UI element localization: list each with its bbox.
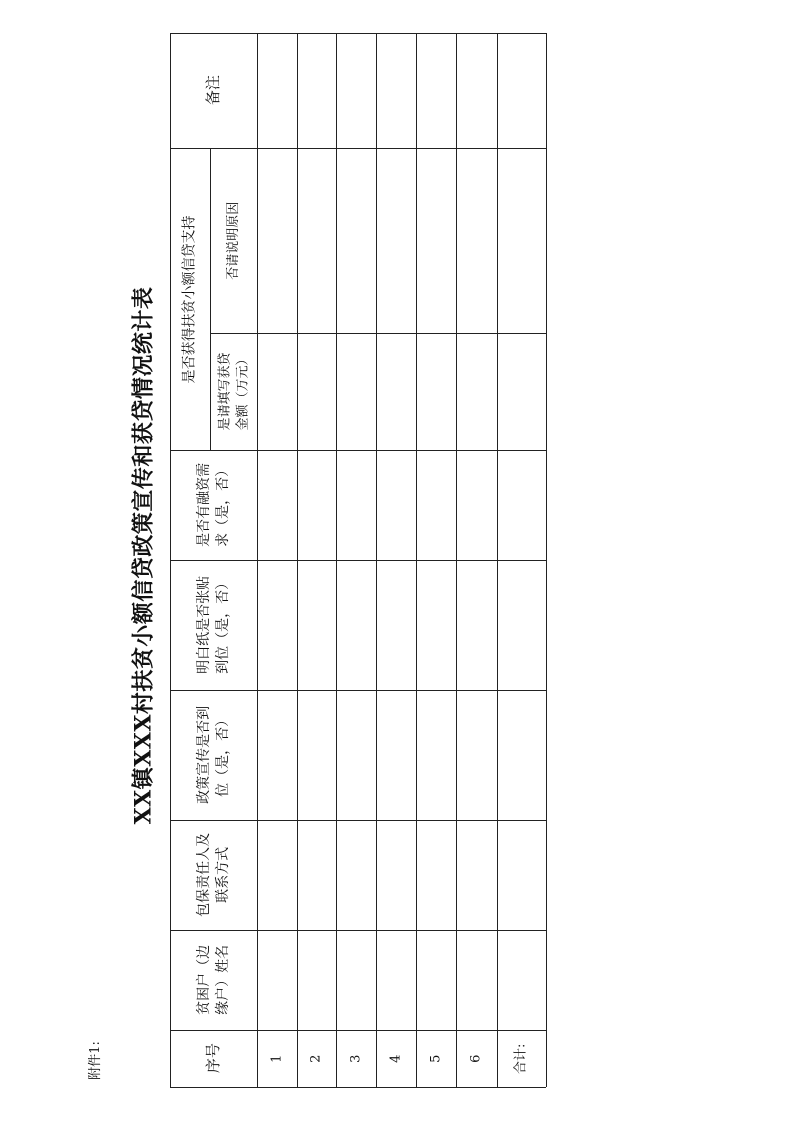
row-number-text: 1 [269,1054,285,1063]
header-paper-text: 明白纸是否张贴 到位（是，否） [195,576,231,674]
row-number [376,1030,416,1087]
row-number-text: 6 [468,1054,484,1063]
row-number-text: 3 [348,1054,364,1063]
header-loan-no [210,148,257,333]
row-number [336,1030,376,1087]
header-loan-group-text: 是否获得扶贫小额信贷支持 [181,214,198,383]
table-vline [546,33,547,1087]
row-number-text: 2 [308,1054,324,1063]
header-seq-text: 序号 [204,1043,223,1074]
row-number-text: 4 [388,1054,404,1063]
header-guarantor [170,820,257,930]
header-loan-group [170,148,210,450]
header-policy-text: 政策宣传是否到 位（是，否） [195,706,231,804]
header-paper [170,560,257,690]
header-remark [170,33,257,148]
total-label-text: 合计: [513,1043,529,1074]
header-guarantor-text: 包保责任人及 联系方式 [195,833,231,917]
header-policy [170,690,257,820]
row-number-text: 5 [428,1054,444,1063]
table-hline [170,1087,546,1088]
header-loan-yes [210,333,257,450]
annex-label-wrap [78,1030,108,1090]
header-remark-text: 备注 [204,75,223,106]
row-number [297,1030,336,1087]
row-number [257,1030,297,1087]
row-number [456,1030,497,1087]
header-name-text: 贫困户（边 缘户）姓名 [195,945,231,1015]
row-number [416,1030,456,1087]
header-seq [170,1030,257,1087]
header-need-text: 是否有融资需 求（是，否） [195,463,231,547]
header-need [170,450,257,560]
header-loan-no-text: 否请说明原因 [225,201,241,280]
total-label [497,1030,546,1087]
header-name [170,930,257,1030]
page-title: XX镇XXX村扶贫小额信贷政策宣传和获贷情况统计表 [130,286,157,824]
title-wrap [112,265,172,845]
header-loan-yes-text: 是请填写获贷 金额（万元） [216,352,250,431]
annex-label: 附件1: [87,1040,103,1080]
